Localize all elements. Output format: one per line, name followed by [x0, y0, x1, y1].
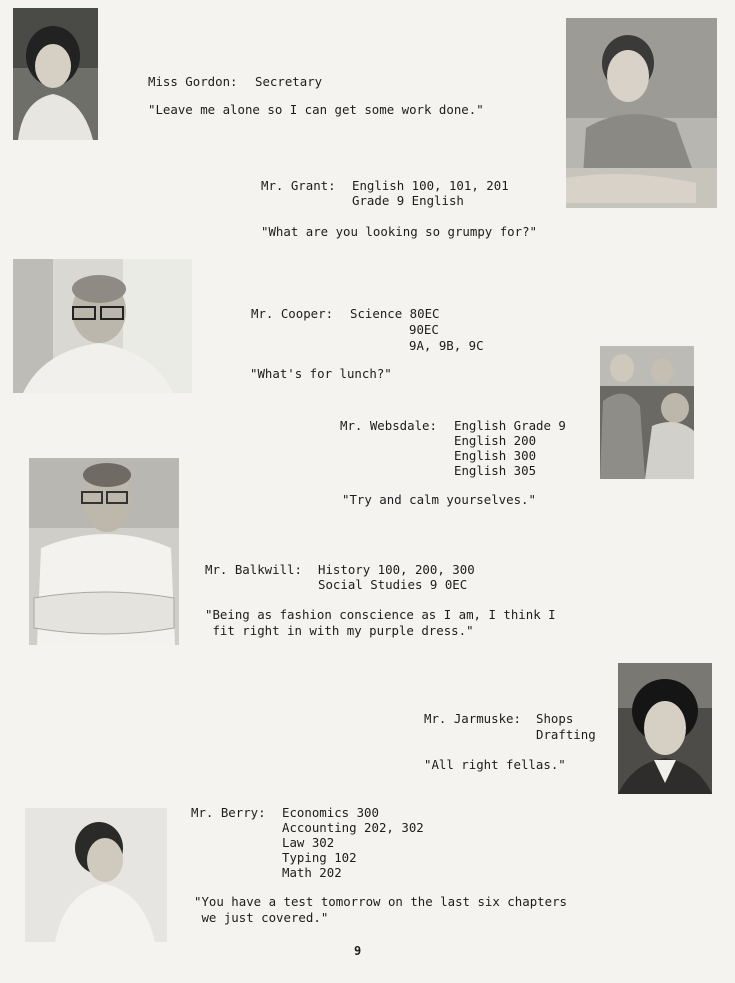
staff-subject: Math 202 [282, 865, 342, 880]
staff-subject: English 300 [454, 448, 537, 463]
portrait-photo-man-glasses [13, 259, 192, 393]
staff-subject: English 305 [454, 463, 537, 478]
staff-quote: "What are you looking so grumpy for?" [261, 224, 538, 239]
staff-subject: Shops [536, 711, 574, 726]
portrait-photo-man-arms-crossed [29, 458, 179, 645]
staff-subject: 90EC [409, 322, 439, 337]
staff-subject: English 100, 101, 201 [352, 178, 509, 193]
staff-quote: "Being as fashion conscience as I am, I think I fit right in with my purple dress." [205, 607, 556, 638]
staff-name: Mr. Balkwill: [205, 562, 302, 577]
staff-quote: "What's for lunch?" [250, 366, 392, 381]
staff-subject: Economics 300 [282, 805, 379, 820]
staff-quote: "You have a test tomorrow on the last six chapters we just covered." [194, 894, 567, 925]
staff-subject: History 100, 200, 300 [318, 562, 475, 577]
portrait-photo-man-profile [25, 808, 167, 942]
portrait-photo-man-arms-on-desk [566, 18, 717, 208]
staff-quote: "All right fellas." [424, 757, 566, 772]
page-number: 9 [354, 944, 362, 958]
staff-subject: Secretary [255, 74, 323, 89]
staff-subject: Social Studies 9 0EC [318, 577, 468, 592]
staff-name: Mr. Jarmuske: [424, 711, 521, 726]
staff-subject: Grade 9 English [352, 193, 464, 208]
staff-quote: "Leave me alone so I can get some work done." [148, 102, 484, 117]
staff-subject: Law 302 [282, 835, 335, 850]
portrait-photo-man-curly-hair [618, 663, 712, 794]
staff-subject: 9A, 9B, 9C [409, 338, 484, 353]
portrait-photo-woman [13, 8, 98, 140]
staff-name: Mr. Berry: [191, 805, 266, 820]
staff-quote: "Try and calm yourselves." [342, 492, 536, 507]
staff-subject: English 200 [454, 433, 537, 448]
staff-subject: Typing 102 [282, 850, 357, 865]
staff-subject: English Grade 9 [454, 418, 566, 433]
staff-subject: Accounting 202, 302 [282, 820, 424, 835]
staff-name: Mr. Cooper: [251, 306, 334, 321]
staff-subject: Drafting [536, 727, 596, 742]
staff-name: Miss Gordon: [148, 74, 238, 89]
staff-name: Mr. Grant: [261, 178, 336, 193]
group-photo-men [600, 346, 694, 479]
staff-subject: Science 80EC [350, 306, 440, 321]
staff-name: Mr. Websdale: [340, 418, 437, 433]
